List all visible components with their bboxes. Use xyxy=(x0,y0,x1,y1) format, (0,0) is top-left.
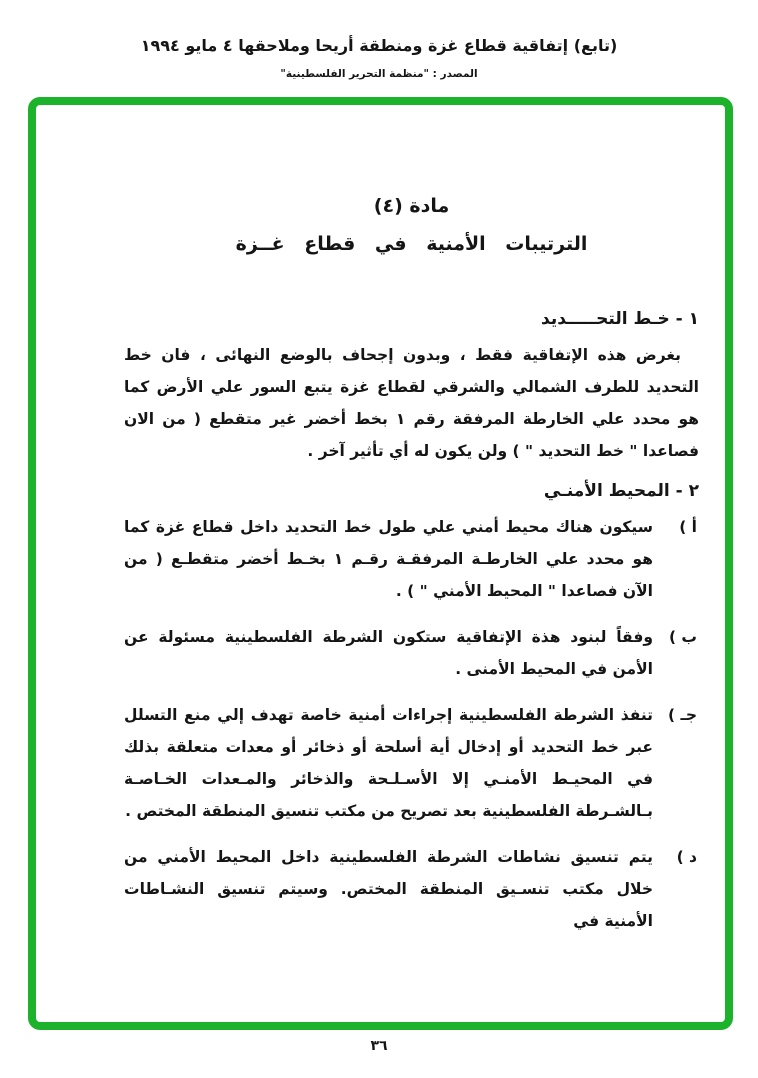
list-item-alef xyxy=(124,511,699,607)
list-item-dal-text: يتم تنسيق نشاطات الشرطة الفلسطينية داخل المحيط الأمني من خلال مكتب تنسـيق المنطقة المختص. وسيتم تنسيق النشـاطات الأمنية في xyxy=(124,848,653,930)
list-item-dal-marker: د ) xyxy=(676,848,697,866)
list-item-dal xyxy=(124,841,699,937)
article-subtitle: الترتيبات الأمنية في قطاع غــزة xyxy=(235,233,588,255)
header-title: (تابع) إتفاقية قطاع غزة ومنطقة أريحا وملاحقها ٤ مايو ١٩٩٤ xyxy=(140,36,618,55)
section-1-heading: ١ - خـط التحـــــديد xyxy=(541,309,699,329)
article-heading: مادة (٤) xyxy=(373,195,450,217)
page-number: ٣٦ xyxy=(370,1038,388,1054)
header-source-line: المصدر : "منظمة التحرير الفلسطينية" xyxy=(280,68,478,80)
list-item-jeem-text: تنفذ الشرطة الفلسطينية إجراءات أمنية خاصة تهدف إلي منع التسلل عبر خط التحديد أو إدخال أية أسلحة أو ذخائر أو معدات متعلقة بذلك في المحيـط الأمنـي إلا الأسـلـحة والذخائر والمـعدات الخـاصـة بـالشـرطة الفلسطينية بعد تصريح من مكتب تنسيق المنطقة المختص . xyxy=(124,706,653,820)
list-item-jeem-marker: جـ ) xyxy=(668,706,697,724)
list-item-ba-text: وفقاً لبنود هذة الإتفاقية ستكون الشرطة الفلسطينية مسئولة عن الأمن في المحيط الأمنى . xyxy=(124,628,653,678)
list-item-jeem xyxy=(124,699,699,827)
list-item-alef-marker: أ ) xyxy=(679,518,697,536)
list-item-ba-marker: ب ) xyxy=(668,628,697,646)
section-2-heading: ٢ - المحيط الأمنـي xyxy=(543,481,699,501)
list-item-alef-text: سيكون هناك محيط أمني علي طول خط التحديد داخل قطاع غزة كما هو محدد علي الخارطـة المرفقـة رقـم ١ بخـط أخضر متقطـع ( من الآن فصاعدا " المحيط الأمني " ) . xyxy=(124,518,653,600)
green-border-frame xyxy=(28,97,733,1030)
list-item-ba xyxy=(124,621,699,685)
section-1-paragraph: بغرض هذه الإتفاقية فقط ، وبدون إجحاف بالوضع النهائى ، فان خط التحديد للطرف الشمالي والشرقي لقطاع غزة يتبع السور علي الأرض كما هو محدد علي الخارطة المرفقة رقم ١ بخط أخضر غير متقطع ( من الان فصاعدا " خط التحديد " ) ولن يكون له أي تأثير آخر . xyxy=(124,346,699,460)
